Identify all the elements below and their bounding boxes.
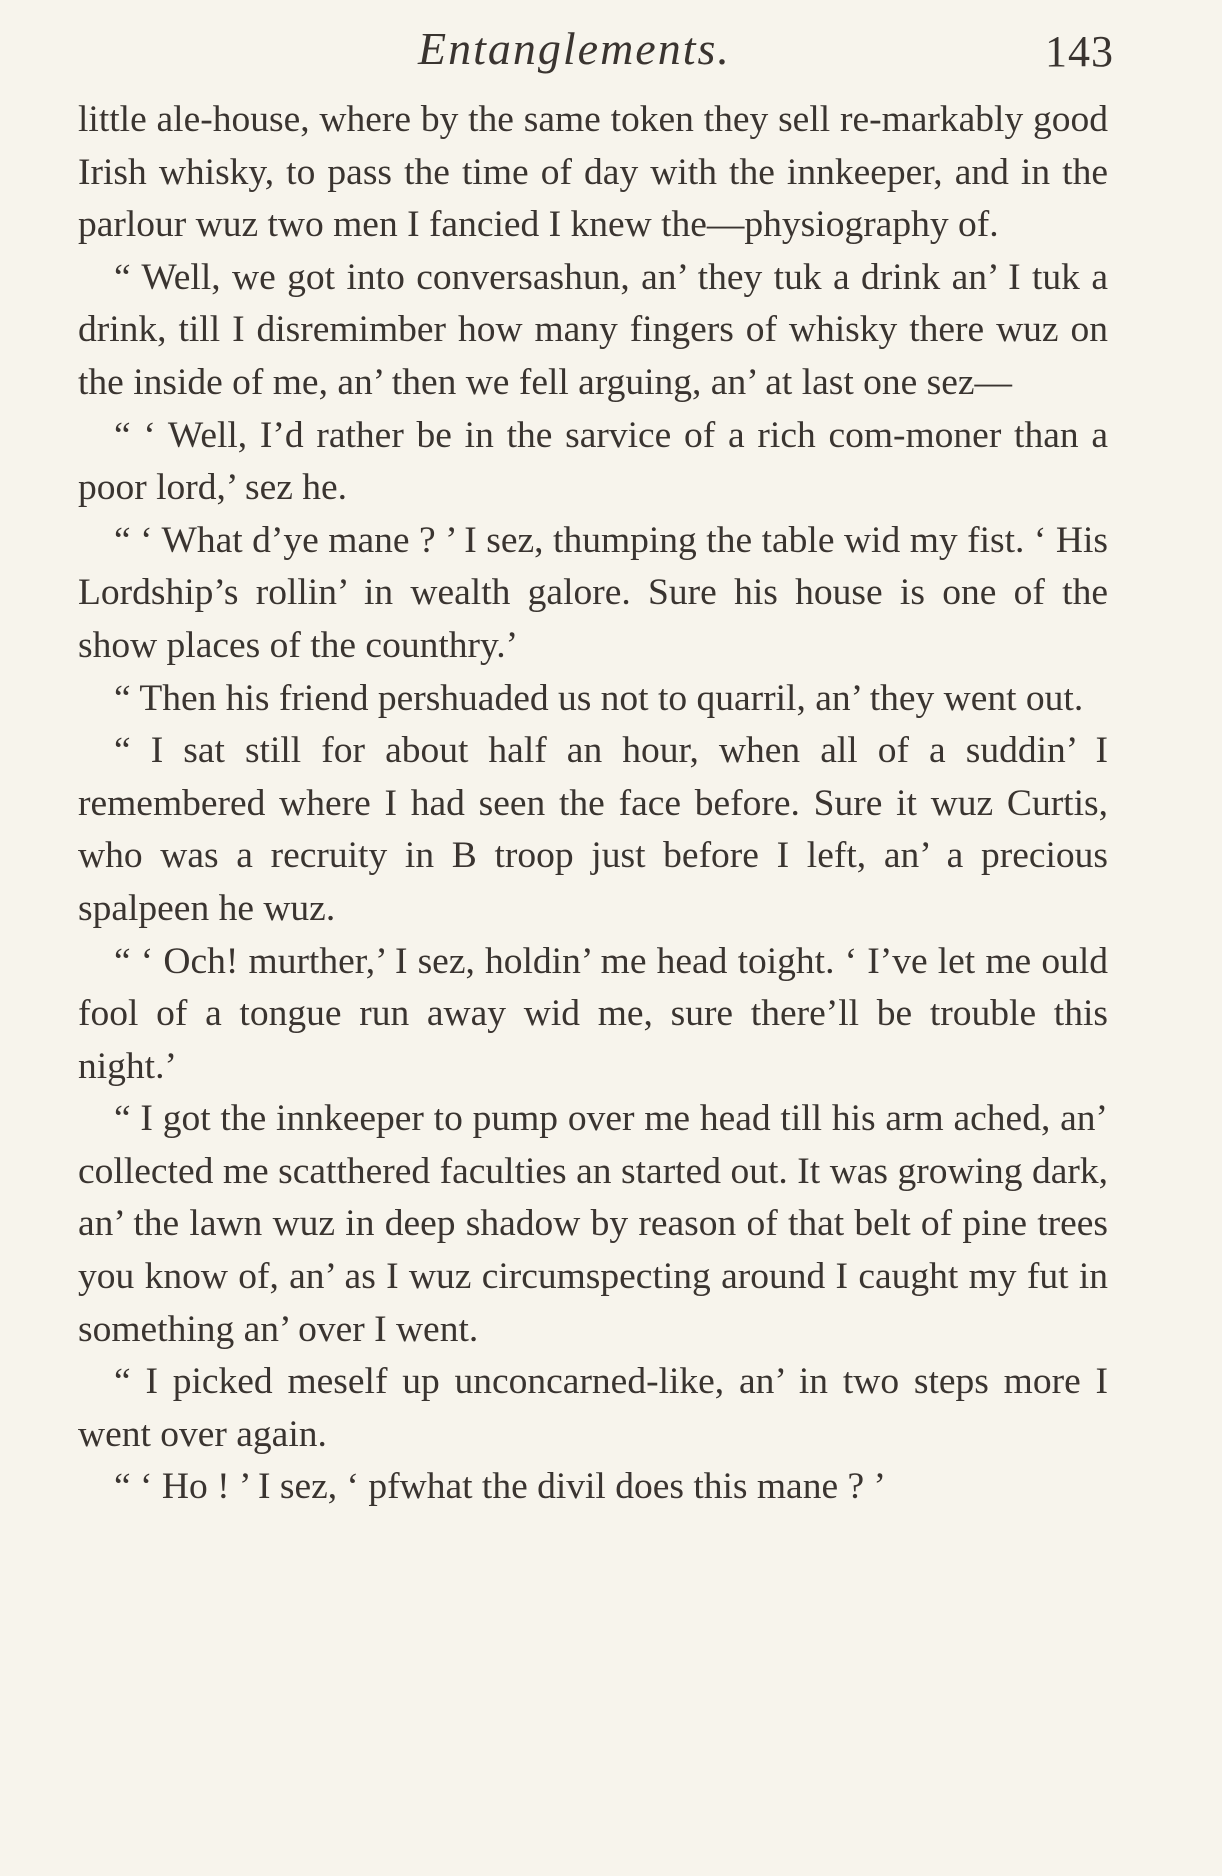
paragraph: “ I got the innkeeper to pump over me head till his arm ached, an’ collected me scatthered faculties an started out. It was growing dark, an’ the lawn wuz in deep shadow by reason of that belt of pine trees you know of, an’ as I wuz circumspecting around I caught my fut in something an’ over I went. xyxy=(78,1098,1108,1350)
paragraph: little ale-house, where by the same token they sell re-markably good Irish whisky, to pass the time of day with the innkeeper, and in the parlour wuz two men I fancied I knew the—physiography of. xyxy=(78,99,1108,246)
paragraph: “ Well, we got into conversashun, an’ they tuk a drink an’ I tuk a drink, till I disremimber how many fingers of whisky there wuz on the inside of me, an’ then we fell arguing, an’ at last one sez— xyxy=(78,256,1108,403)
body-text xyxy=(78,94,1108,1514)
page-header xyxy=(78,22,1114,82)
paragraph: “ Then his friend pershuaded us not to quarril, an’ they went out. xyxy=(114,677,1084,719)
page-number: 143 xyxy=(1045,27,1114,76)
paragraph: “ I sat still for about half an hour, when all of a suddin’ I remembered where I had seen the face before. Sure it wuz Curtis, who was a recruity in B troop just before I left, an’ a precious spalpeen he wuz. xyxy=(78,730,1108,929)
paragraph: “ ‘ Och! murther,’ I sez, holdin’ me head toight. ‘ I’ve let me ould fool of a tongue run away wid me, sure there’ll be trouble this night.’ xyxy=(78,940,1108,1087)
paragraph: “ I picked meself up unconcarned-like, an’ in two steps more I went over again. xyxy=(78,1361,1108,1455)
paragraph: “ ‘ What d’ye mane ? ’ I sez, thumping the table wid my fist. ‘ His Lordship’s rollin’ in wealth galore. Sure his house is one of the show places of the counthry.’ xyxy=(78,519,1108,666)
paragraph: “ ‘ Well, I’d rather be in the sarvice of a rich com-moner than a poor lord,’ sez he. xyxy=(78,414,1108,509)
paragraph: “ ‘ Ho ! ’ I sez, ‘ pfwhat the divil does this mane ? ’ xyxy=(114,1466,886,1508)
running-title: Entanglements. xyxy=(418,23,731,74)
